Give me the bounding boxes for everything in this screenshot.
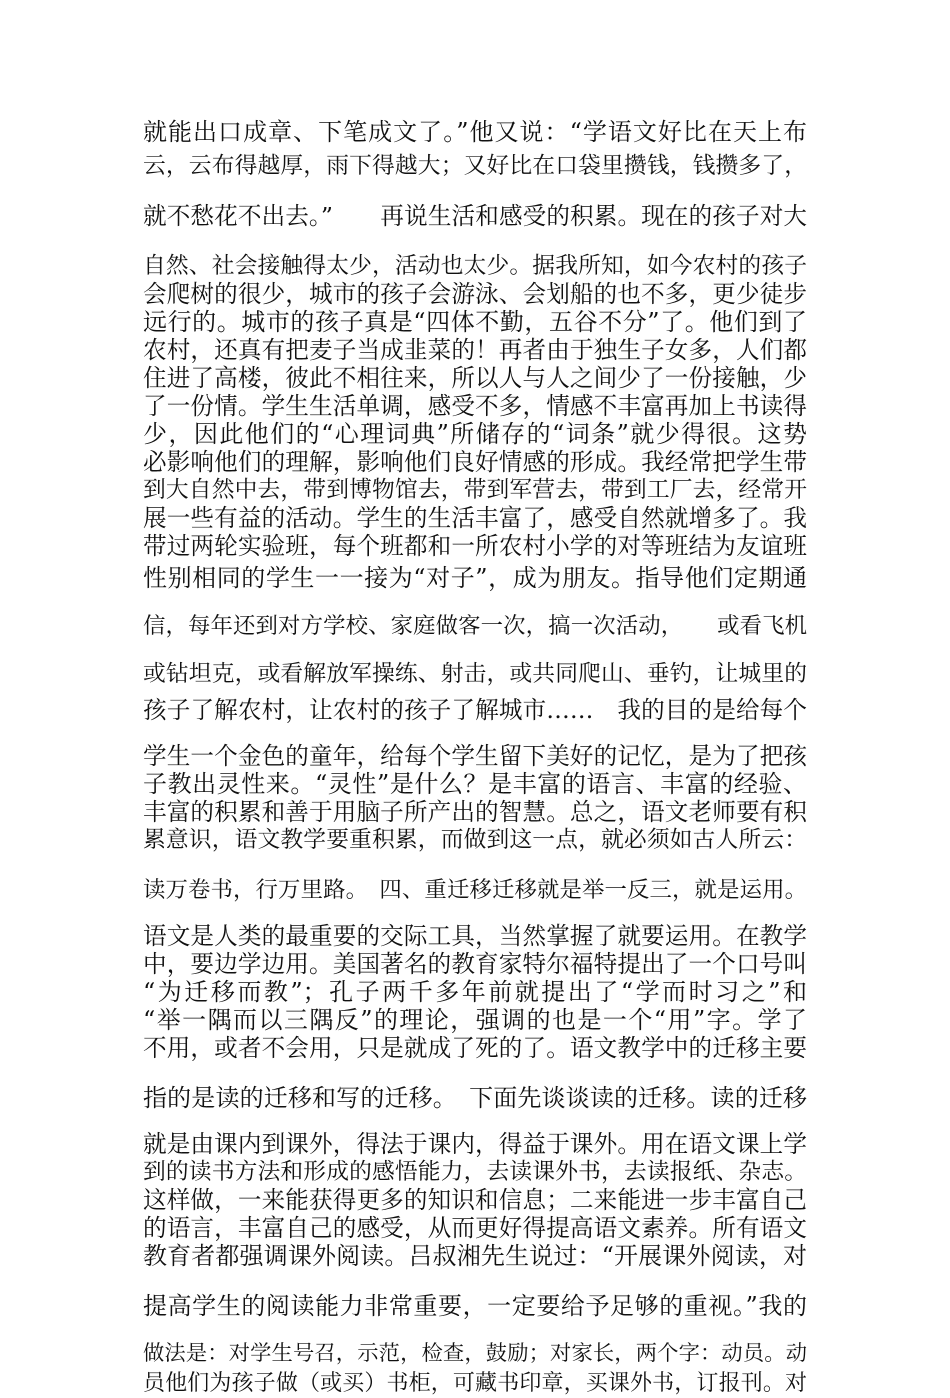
text-line: 就能出口成章、下笔成文了。”他又说：“学语文好比在天上布 bbox=[143, 118, 807, 146]
text-line: 指的是读的迁移和写的迁移。 下面先谈谈读的迁移。读的迁移 bbox=[143, 1084, 807, 1112]
text-line: 就是由课内到课外，得法于课内，得益于课外。用在语文课上学 bbox=[143, 1130, 807, 1158]
text-line: “举一隅而以三隅反”的理论，强调的也是一个“用”字。学了 bbox=[143, 1006, 807, 1034]
text-line: 了一份情。学生生活单调，感受不多，情感不丰富再加上书读得 bbox=[143, 392, 807, 420]
text-line: 中，要边学边用。美国著名的教育家特尔福特提出了一个口号叫 bbox=[143, 950, 807, 978]
text-line: 教育者都强调课外阅读。吕叔湘先生说过：“开展课外阅读，对 bbox=[143, 1242, 807, 1270]
text-line: 员他们为孩子做（或买）书柜，可藏书印章，买课外书，订报刊。对 bbox=[143, 1371, 807, 1396]
text-line: 学生一个金色的童年，给每个学生留下美好的记忆，是为了把孩 bbox=[143, 742, 807, 770]
text-line: 这样做，一来能获得更多的知识和信息；二来能进一步丰富自己 bbox=[143, 1186, 807, 1214]
text-line: “为迁移而教”；孔子两千多年前就提出了“学而时习之”和 bbox=[143, 978, 807, 1006]
text-line: 展一些有益的活动。学生的生活丰富了，感受自然就增多了。我 bbox=[143, 504, 807, 532]
text-line: 带过两轮实验班，每个班都和一所农村小学的对等班结为友谊班 bbox=[143, 532, 807, 560]
text-line: 提高学生的阅读能力非常重要，一定要给予足够的重视。”我的 bbox=[143, 1292, 807, 1320]
text-line: 丰富的积累和善于用脑子所产出的智慧。总之，语文老师要有积 bbox=[143, 798, 807, 826]
text-line: 住进了高楼，彼此不相往来，所以人与人之间少了一份接触，少 bbox=[143, 364, 807, 392]
text-line: 到的读书方法和形成的感悟能力，去读课外书，去读报纸、杂志。 bbox=[143, 1159, 807, 1185]
text-line: 云，云布得越厚，雨下得越大；又好比在口袋里攒钱，钱攒多了， bbox=[143, 153, 807, 179]
text-line: 或钻坦克，或看解放军操练、射击，或共同爬山、垂钓，让城里的 bbox=[143, 661, 807, 687]
text-line: 自然、社会接触得太少，活动也太少。据我所知，如今农村的孩子 bbox=[143, 253, 807, 279]
text-line: 性别相同的学生一一接为“对子”，成为朋友。指导他们定期通 bbox=[143, 564, 807, 592]
text-line: 做法是：对学生号召，示范，检查，鼓励；对家长，两个字：动员。动 bbox=[143, 1341, 807, 1366]
text-line: 必影响他们的理解，影响他们良好情感的形成。我经常把学生带 bbox=[143, 448, 807, 476]
text-line: 子教出灵性来。“灵性”是什么？是丰富的语言、丰富的经验、 bbox=[143, 770, 807, 798]
text-line: 不用，或者不会用，只是就成了死的了。语文教学中的迁移主要 bbox=[143, 1034, 807, 1062]
text-line: 少，因此他们的“心理词典”所储存的“词条”就少得很。这势 bbox=[143, 420, 807, 448]
body-text bbox=[143, 118, 807, 1398]
text-line: 信，每年还到对方学校、家庭做客一次，搞一次活动， 或看飞机 bbox=[143, 613, 807, 639]
text-line: 远行的。城市的孩子真是“四体不勤，五谷不分”了。他们到了 bbox=[143, 308, 807, 336]
text-line: 语文是人类的最重要的交际工具，当然掌握了就要运用。在教学 bbox=[143, 922, 807, 950]
text-line: 会爬树的很少，城市的孩子会游泳、会划船的也不多，更少徒步 bbox=[143, 280, 807, 308]
text-line: 累意识，语文教学要重积累，而做到这一点，就必须如古人所云： bbox=[143, 827, 807, 853]
text-line: 农村，还真有把麦子当成韭菜的！再者由于独生子女多，人们都 bbox=[143, 336, 807, 364]
text-line: 就不愁花不出去。” 再说生活和感受的积累。现在的孩子对大 bbox=[143, 202, 807, 230]
text-line: 的语言，丰富自己的感受，从而更好得提高语文素养。所有语文 bbox=[143, 1214, 807, 1242]
text-line: 到大自然中去，带到博物馆去，带到军营去，带到工厂去，经常开 bbox=[143, 477, 807, 503]
text-line: 孩子了解农村，让农村的孩子了解城市…… 我的目的是给每个 bbox=[143, 696, 807, 724]
text-line: 读万卷书，行万里路。 四、重迁移迁移就是举一反三，就是运用。 bbox=[143, 877, 807, 903]
